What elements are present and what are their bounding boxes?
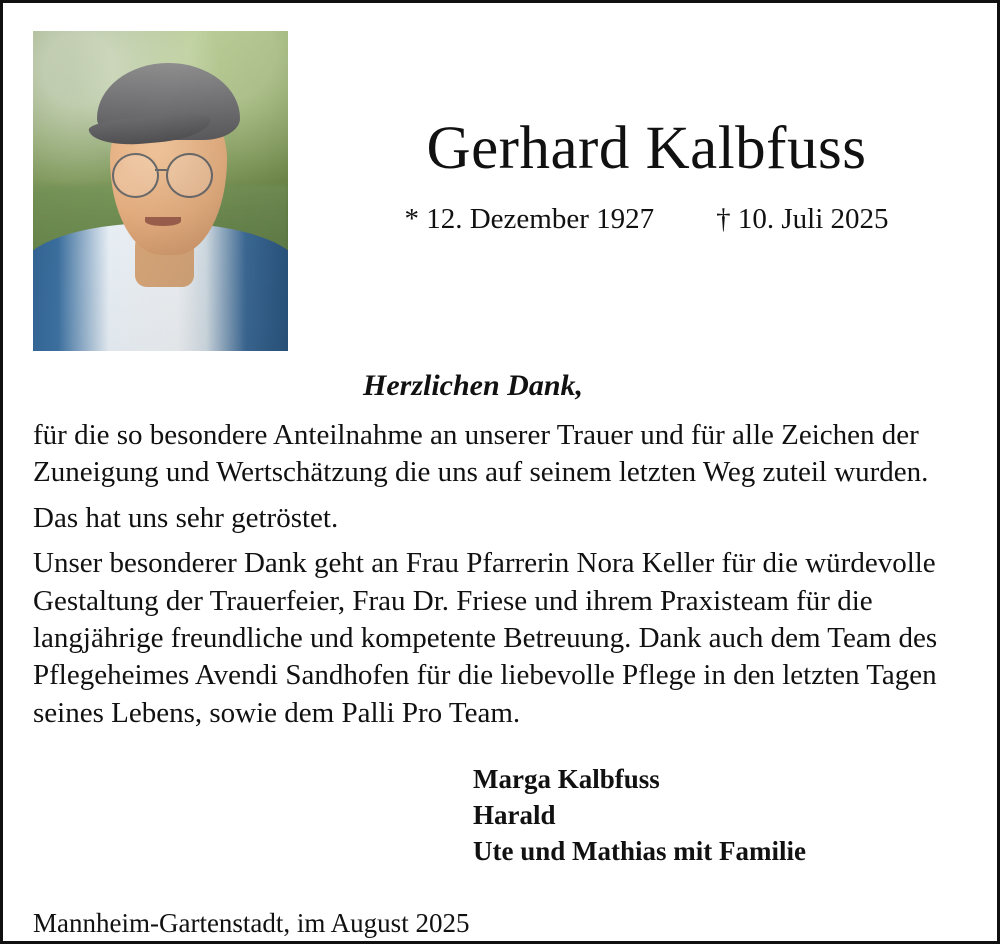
signature-line: Marga Kalbfuss (473, 764, 660, 795)
body-paragraph: für die so besondere Anteilnahme an unserer Trauer und für alle Zeichen der Zuneigung und Wertschätzung die uns auf seinem letzten Weg zuteil wurden. (33, 419, 929, 489)
deceased-name: Gerhard Kalbfuss (426, 115, 867, 182)
notice-body (33, 417, 967, 732)
location-and-date: Mannheim-Gartenstadt, im August 2025 (33, 907, 470, 938)
thanks-heading: Herzlichen Dank, (363, 369, 584, 402)
body-paragraph: Das hat uns sehr getröstet. (33, 501, 339, 534)
photo-shading (33, 31, 288, 351)
birth-date: * 12. Dezember 1927 (404, 203, 655, 236)
signatures (473, 762, 967, 870)
notice-header (33, 31, 967, 351)
signature-line: Ute und Mathias mit Familie (473, 836, 806, 867)
life-dates (326, 203, 967, 236)
name-and-dates (288, 31, 967, 236)
death-date: † 10. Juli 2025 (716, 203, 889, 236)
body-paragraph: Unser besonderer Dank geht an Frau Pfarrerin Nora Keller für die würdevolle Gestaltung der Trauerfeier, Frau Dr. Friese und ihrem Praxisteam für die langjährige freundliche und kompetente Betreuung. Dank auch dem Team des Pflegeheimes Avendi Sandhofen für die liebevolle Pflege in den letzten Tagen seines Lebens, sowie dem Palli Pro Team. (33, 547, 938, 729)
signature-line: Harald (473, 800, 556, 831)
portrait-photo (33, 31, 288, 351)
